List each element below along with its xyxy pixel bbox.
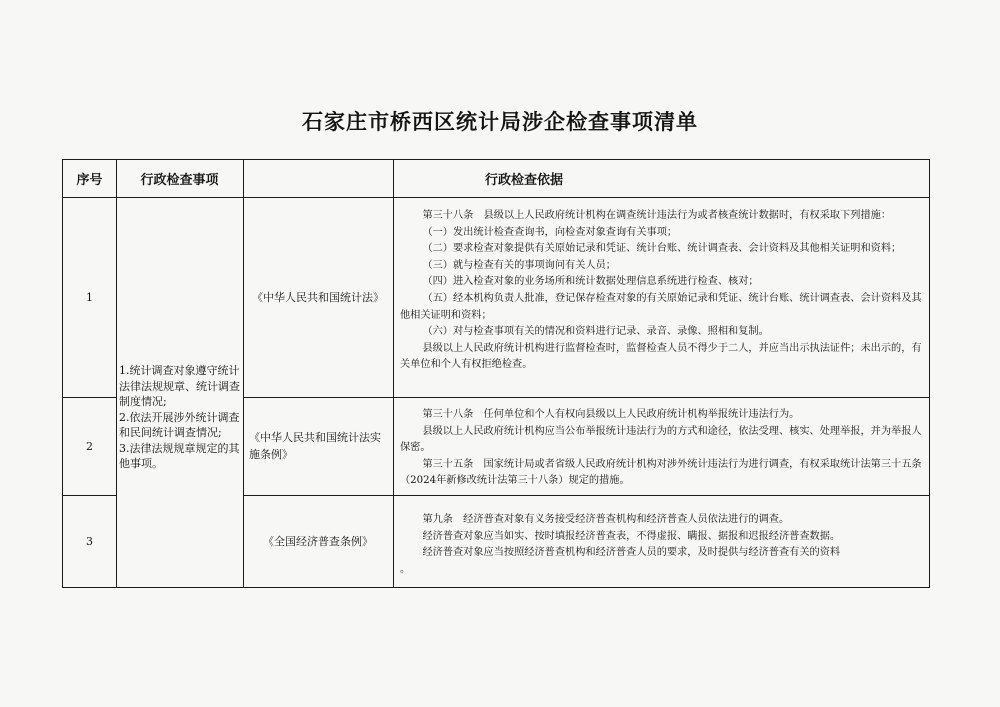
basis-line: （一）发出统计检查查询书，向检查对象查询有关事项； xyxy=(422,226,678,238)
basis-line: 第三十八条 县级以上人民政府统计机构在调查统计违法行为或者核查统计数据时，有权采取下列措施： xyxy=(422,210,892,221)
row-law: 《中华人民共和国统计法》 xyxy=(252,290,384,304)
basis-line: 经济普查对象应当如实、按时填报经济普查表，不得虚报、瞒报、据报和迟报经济普查数据。 xyxy=(422,530,841,542)
item-line: 1.统计调查对象遵守统计法律法规规章、统计调查制度情况; xyxy=(119,364,240,408)
row-law: 《中华人民共和国统计法实施条例》 xyxy=(249,431,381,461)
row-seq: 1 xyxy=(86,290,93,304)
row-law: 《全国经济普查条例》 xyxy=(263,534,373,548)
basis-line: （三）就与检查有关的事项询问有关人员； xyxy=(422,259,616,271)
inspection-items xyxy=(116,363,243,472)
row-seq: 2 xyxy=(86,439,93,453)
basis-line: 经济普查对象应当按照经济普查机构和经济普查人员的要求，及时提供与经济普查有关的资料 xyxy=(422,547,841,559)
basis-line: 第三十五条 国家统计局或者省级人民政府统计机构对涉外统计违法行为进行调查，有权采取统计法第三十五条（2024年新修改统计法第三十八条）规定的措施。 xyxy=(400,458,922,487)
inspection-table xyxy=(62,159,930,588)
header-basis: 行政检查依据 xyxy=(485,173,564,188)
basis-line: （二）要求检查对象提供有关原始记录和凭证、统计台账、统计调查表、会计资料及其他相关证明和资料； xyxy=(422,243,902,255)
basis-line: 第九条 经济普查对象有义务接受经济普查机构和经济普查人员依法进行的调查。 xyxy=(422,514,790,525)
basis-line: 县级以上人民政府统计机构进行监督检查时，监督检查人员不得少于二人，并应当出示执法证件；未出示的，有关单位和个人有权拒绝检查。 xyxy=(400,342,922,371)
basis-line: （六）对与检查事项有关的情况和资料进行记录、录音、录像、照相和复制。 xyxy=(422,326,769,338)
row-basis xyxy=(393,512,929,578)
header-item: 行政检查事项 xyxy=(140,173,219,188)
basis-line: 第三十八条 任何单位和个人有权向县级以上人民政府统计机构举报统计违法行为。 xyxy=(422,409,800,420)
item-line: 3.法律法规规章规定的其他事项。 xyxy=(119,441,240,470)
page-title: 石家庄市桥西区统计局涉企检查事项清单 xyxy=(302,110,698,134)
header-seq: 序号 xyxy=(76,173,103,188)
row-seq: 3 xyxy=(86,534,93,548)
row-divider xyxy=(63,197,929,198)
basis-line: （五）经本机构负责人批准，登记保存检查对象的有关原始记录和凭证、统计台账、统计调查表、会计资料及其他相关证明和资料； xyxy=(400,292,922,321)
basis-line: 。 xyxy=(400,563,411,575)
header-basis-blank xyxy=(243,160,393,197)
basis-line: 县级以上人民政府统计机构应当公布举报统计违法行为的方式和途径，依法受理、核实、处理举报，并为举报人保密。 xyxy=(400,425,922,454)
row-basis xyxy=(393,407,929,490)
basis-line: （四）进入检查对象的业务场所和统计数据处理信息系统进行检查、核对； xyxy=(422,276,759,288)
item-line: 2.依法开展涉外统计调查和民间统计调查情况; xyxy=(119,410,240,439)
row-basis xyxy=(393,208,929,374)
